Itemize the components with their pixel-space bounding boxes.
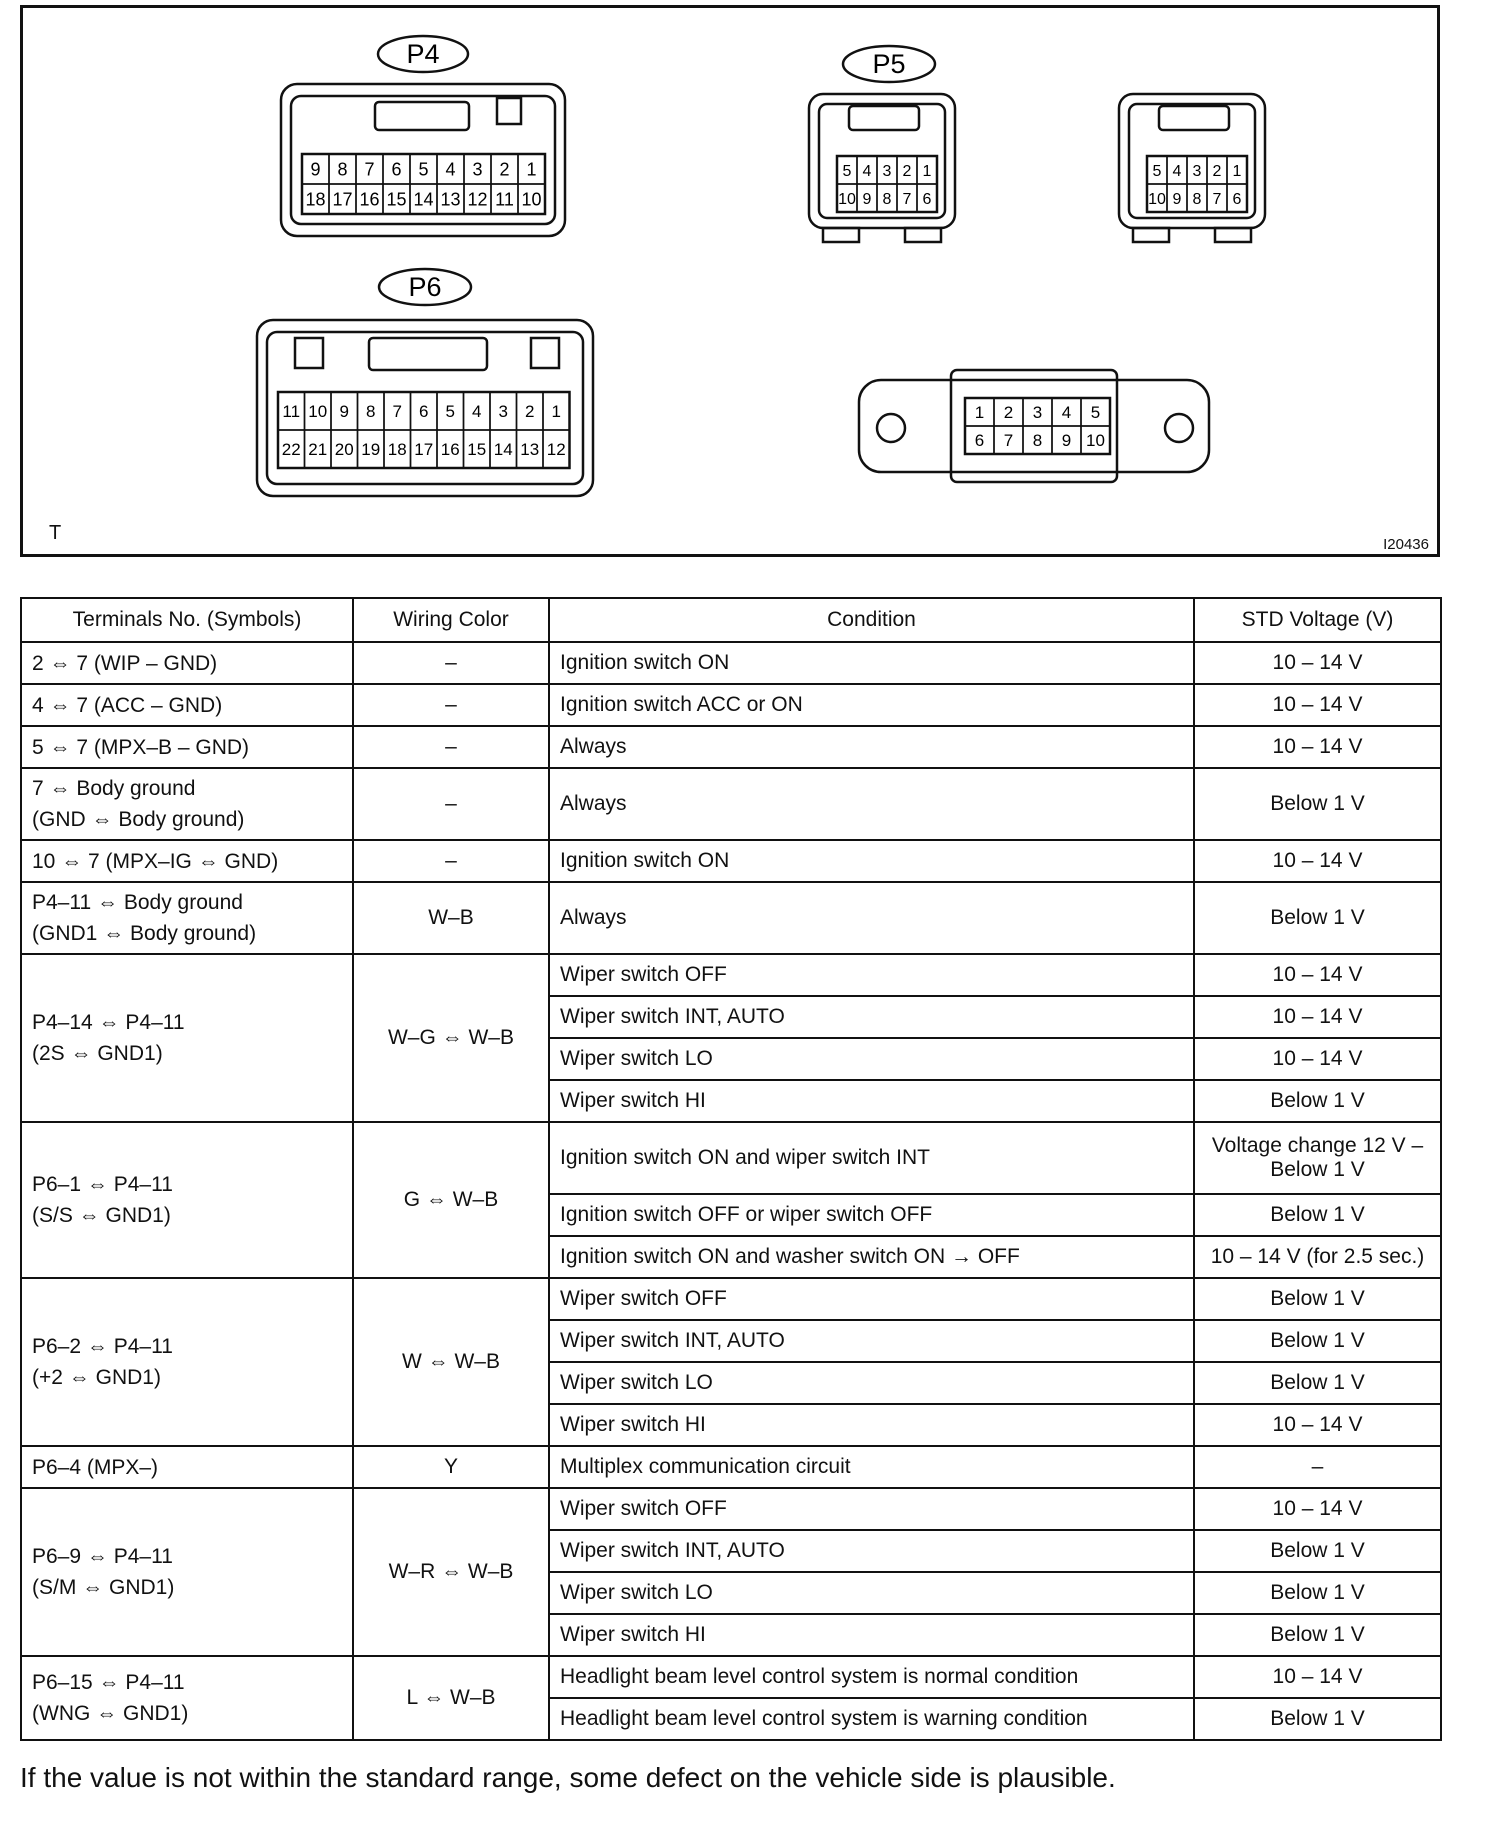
connector-diagram-svg	[23, 8, 1437, 554]
condition-cell: Ignition switch ON and wiper switch INT	[549, 1122, 1194, 1194]
terminal-number: 5	[1090, 403, 1101, 423]
table-row	[21, 840, 1441, 882]
figure-code: I20436	[1383, 536, 1429, 553]
std-voltage-cell: Below 1 V	[1194, 1320, 1441, 1362]
p5-foot-left	[823, 228, 859, 242]
std-voltage-cell: 10 – 14 V	[1194, 840, 1441, 882]
table-row	[21, 882, 1441, 954]
terminal-number: 14	[413, 189, 434, 210]
condition-cell: Ignition switch ON	[549, 840, 1194, 882]
terminal-number: 13	[520, 440, 540, 460]
terminal-number: 15	[386, 189, 407, 210]
condition-cell: Always	[549, 726, 1194, 768]
terminal-number: 1	[551, 402, 561, 422]
condition-cell: Headlight beam level control system is normal condition	[549, 1656, 1194, 1698]
terminal-number: 16	[359, 189, 380, 210]
terminal-number: 9	[310, 159, 321, 180]
terminal-number: 9	[339, 402, 349, 422]
condition-cell: Wiper switch INT, AUTO	[549, 996, 1194, 1038]
terminal-number: 12	[467, 189, 488, 210]
terminal-number: 12	[546, 440, 566, 460]
terminal-number: 15	[467, 440, 487, 460]
condition-cell: Always	[549, 768, 1194, 840]
side-connector-foot-left	[1133, 228, 1169, 242]
std-voltage-cell: Below 1 V	[1194, 768, 1441, 840]
terminal-number: 5	[1152, 162, 1162, 180]
condition-cell: Multiplex communication circuit	[549, 1446, 1194, 1488]
terminal-cell: P6–2 ⇔ P4–11 (+2 ⇔ GND1)	[21, 1278, 353, 1446]
terminal-cell: P6–4 (MPX–)	[21, 1446, 353, 1488]
terminal-number: 8	[882, 190, 892, 208]
terminal-cell: P6–15 ⇔ P4–11 (WNG ⇔ GND1)	[21, 1656, 353, 1740]
terminal-number: 3	[498, 402, 508, 422]
terminal-number: 2	[499, 159, 510, 180]
terminal-cell: 7 ⇔ Body ground (GND ⇔ Body ground)	[21, 768, 353, 840]
std-voltage-cell: Below 1 V	[1194, 1572, 1441, 1614]
terminal-number: 2	[1212, 162, 1222, 180]
table-row	[21, 726, 1441, 768]
terminal-number: 22	[281, 440, 301, 460]
connector-label: P5	[872, 49, 906, 79]
terminal-number: 6	[419, 402, 429, 422]
terminal-number: 10	[521, 189, 542, 210]
table-row	[21, 1656, 1441, 1698]
std-voltage-cell: Below 1 V	[1194, 1362, 1441, 1404]
terminal-number: 6	[1232, 190, 1242, 208]
terminal-number: 8	[337, 159, 348, 180]
header-condition: Condition	[549, 598, 1194, 642]
std-voltage-cell: Below 1 V	[1194, 1080, 1441, 1122]
side-connector-housing-outer	[1119, 94, 1265, 228]
corner-letter: T	[49, 522, 62, 544]
voltage-spec-table	[20, 597, 1442, 1741]
side-connector-foot-right	[1215, 228, 1251, 242]
terminal-number: 7	[364, 159, 375, 180]
terminal-cell: 4 ⇔ 7 (ACC – GND)	[21, 684, 353, 726]
wiring-color-cell: –	[353, 768, 549, 840]
condition-cell: Wiper switch LO	[549, 1362, 1194, 1404]
wiring-color-cell: –	[353, 840, 549, 882]
std-voltage-cell: Below 1 V	[1194, 1530, 1441, 1572]
terminal-number: 5	[842, 162, 852, 180]
terminal-number: 6	[974, 431, 985, 451]
terminal-number: 4	[862, 162, 872, 180]
header-std-voltage: STD Voltage (V)	[1194, 598, 1441, 642]
terminal-number: 21	[308, 440, 328, 460]
connector-diagram	[20, 5, 1440, 557]
terminal-number: 1	[1232, 162, 1242, 180]
terminal-number: 5	[418, 159, 429, 180]
std-voltage-cell: Below 1 V	[1194, 1698, 1441, 1740]
p4-key	[497, 98, 521, 124]
connector-label: P4	[406, 39, 440, 69]
terminal-number: 10	[838, 190, 856, 208]
condition-cell: Wiper switch HI	[549, 1080, 1194, 1122]
condition-cell: Headlight beam level control system is warning condition	[549, 1698, 1194, 1740]
std-voltage-cell: Below 1 V	[1194, 1194, 1441, 1236]
wiring-color-cell: W–R ⇔ W–B	[353, 1488, 549, 1656]
terminal-cell: P4–11 ⇔ Body ground (GND1 ⇔ Body ground)	[21, 882, 353, 954]
wiring-color-cell: –	[353, 642, 549, 684]
header-terminals: Terminals No. (Symbols)	[21, 598, 353, 642]
condition-cell: Wiper switch HI	[549, 1404, 1194, 1446]
std-voltage-cell: 10 – 14 V (for 2.5 sec.)	[1194, 1236, 1441, 1278]
wiring-color-cell: W ⇔ W–B	[353, 1278, 549, 1446]
terminal-number: 3	[1192, 162, 1202, 180]
mounting-hole-right	[1165, 414, 1193, 442]
std-voltage-cell: 10 – 14 V	[1194, 684, 1441, 726]
terminal-number: 17	[332, 189, 353, 210]
condition-cell: Ignition switch ON	[549, 642, 1194, 684]
footnote: If the value is not within the standard range, some defect on the vehicle side is plausible.	[20, 1762, 1116, 1793]
p5-housing-outer	[809, 94, 955, 228]
terminal-number: 3	[1032, 403, 1043, 423]
terminal-number: 8	[1192, 190, 1202, 208]
terminal-number: 2	[525, 402, 535, 422]
terminal-number: 1	[526, 159, 537, 180]
table-row	[21, 1122, 1441, 1194]
terminal-number: 2	[902, 162, 912, 180]
p5-foot-right	[905, 228, 941, 242]
p6-latch	[369, 338, 487, 370]
terminal-cell: P4–14 ⇔ P4–11 (2S ⇔ GND1)	[21, 954, 353, 1122]
terminal-number: 4	[472, 402, 482, 422]
condition-cell: Ignition switch ACC or ON	[549, 684, 1194, 726]
wiring-color-cell: W–G ⇔ W–B	[353, 954, 549, 1122]
terminal-cell: 10 ⇔ 7 (MPX–IG ⇔ GND)	[21, 840, 353, 882]
std-voltage-cell: 10 – 14 V	[1194, 1404, 1441, 1446]
condition-cell: Ignition switch OFF or wiper switch OFF	[549, 1194, 1194, 1236]
terminal-number: 6	[922, 190, 932, 208]
wiring-color-cell: –	[353, 726, 549, 768]
p5-latch	[849, 106, 919, 130]
table-row	[21, 954, 1441, 996]
std-voltage-cell: Below 1 V	[1194, 1614, 1441, 1656]
terminal-number: 18	[387, 440, 407, 460]
terminal-cell: P6–1 ⇔ P4–11 (S/S ⇔ GND1)	[21, 1122, 353, 1278]
table-row	[21, 768, 1441, 840]
condition-cell: Wiper switch HI	[549, 1614, 1194, 1656]
terminal-cell: P6–9 ⇔ P4–11 (S/M ⇔ GND1)	[21, 1488, 353, 1656]
wiring-color-cell: W–B	[353, 882, 549, 954]
terminal-number: 10	[1086, 431, 1105, 451]
table-row	[21, 1488, 1441, 1530]
std-voltage-cell: 10 – 14 V	[1194, 1038, 1441, 1080]
terminal-number: 7	[1212, 190, 1222, 208]
condition-cell: Wiper switch INT, AUTO	[549, 1320, 1194, 1362]
terminal-number: 3	[882, 162, 892, 180]
terminal-number: 17	[414, 440, 434, 460]
terminal-number: 9	[1061, 431, 1072, 451]
terminal-number: 11	[495, 189, 514, 210]
terminal-number: 3	[472, 159, 483, 180]
terminal-number: 9	[1172, 190, 1182, 208]
terminal-number: 16	[440, 440, 460, 460]
wiring-color-cell: L ⇔ W–B	[353, 1656, 549, 1740]
terminal-cell: 5 ⇔ 7 (MPX–B – GND)	[21, 726, 353, 768]
std-voltage-cell: 10 – 14 V	[1194, 996, 1441, 1038]
condition-cell: Always	[549, 882, 1194, 954]
terminal-number: 1	[922, 162, 932, 180]
std-voltage-cell: 10 – 14 V	[1194, 726, 1441, 768]
condition-cell: Wiper switch OFF	[549, 1488, 1194, 1530]
terminal-number: 6	[391, 159, 402, 180]
terminal-number: 4	[445, 159, 456, 180]
terminal-number: 7	[392, 402, 402, 422]
terminal-number: 2	[1003, 403, 1014, 423]
wiring-color-cell: –	[353, 684, 549, 726]
std-voltage-cell: 10 – 14 V	[1194, 954, 1441, 996]
terminal-number: 1	[974, 403, 985, 423]
terminal-number: 18	[305, 189, 326, 210]
terminal-number: 8	[1032, 431, 1043, 451]
table-row	[21, 1278, 1441, 1320]
std-voltage-cell: 10 – 14 V	[1194, 1656, 1441, 1698]
terminal-number: 9	[862, 190, 872, 208]
p6-key-left	[295, 338, 323, 368]
header-wiring-color: Wiring Color	[353, 598, 549, 642]
wiring-color-cell: Y	[353, 1446, 549, 1488]
terminal-number: 4	[1061, 403, 1072, 423]
terminal-number: 4	[1172, 162, 1182, 180]
terminal-number: 14	[493, 440, 513, 460]
terminal-cell: 2 ⇔ 7 (WIP – GND)	[21, 642, 353, 684]
p4-latch	[375, 102, 469, 130]
terminal-number: 10	[308, 402, 328, 422]
std-voltage-cell: 10 – 14 V	[1194, 642, 1441, 684]
wiring-color-cell: G ⇔ W–B	[353, 1122, 549, 1278]
std-voltage-cell: –	[1194, 1446, 1441, 1488]
condition-cell: Wiper switch INT, AUTO	[549, 1530, 1194, 1572]
connector-label: P6	[408, 272, 442, 302]
mounting-hole-left	[877, 414, 905, 442]
side-connector-latch	[1159, 106, 1229, 130]
terminal-number: 7	[902, 190, 912, 208]
table-row	[21, 642, 1441, 684]
condition-cell: Wiper switch LO	[549, 1572, 1194, 1614]
terminal-number: 13	[440, 189, 461, 210]
terminal-number: 11	[282, 402, 301, 422]
table-row	[21, 1446, 1441, 1488]
terminal-number: 19	[361, 440, 381, 460]
std-voltage-cell: Below 1 V	[1194, 1278, 1441, 1320]
terminal-number: 10	[1148, 190, 1166, 208]
condition-cell: Wiper switch OFF	[549, 954, 1194, 996]
condition-cell: Wiper switch LO	[549, 1038, 1194, 1080]
table-row	[21, 684, 1441, 726]
std-voltage-cell: Voltage change 12 V – Below 1 V	[1194, 1122, 1441, 1194]
p6-key-right	[531, 338, 559, 368]
terminal-number: 8	[366, 402, 376, 422]
condition-cell: Ignition switch ON and washer switch ON → OFF	[549, 1236, 1194, 1278]
std-voltage-cell: 10 – 14 V	[1194, 1488, 1441, 1530]
terminal-number: 5	[445, 402, 455, 422]
terminal-number: 20	[334, 440, 354, 460]
condition-cell: Wiper switch OFF	[549, 1278, 1194, 1320]
terminal-number: 7	[1003, 431, 1014, 451]
std-voltage-cell: Below 1 V	[1194, 882, 1441, 954]
table-header-row	[21, 598, 1441, 642]
